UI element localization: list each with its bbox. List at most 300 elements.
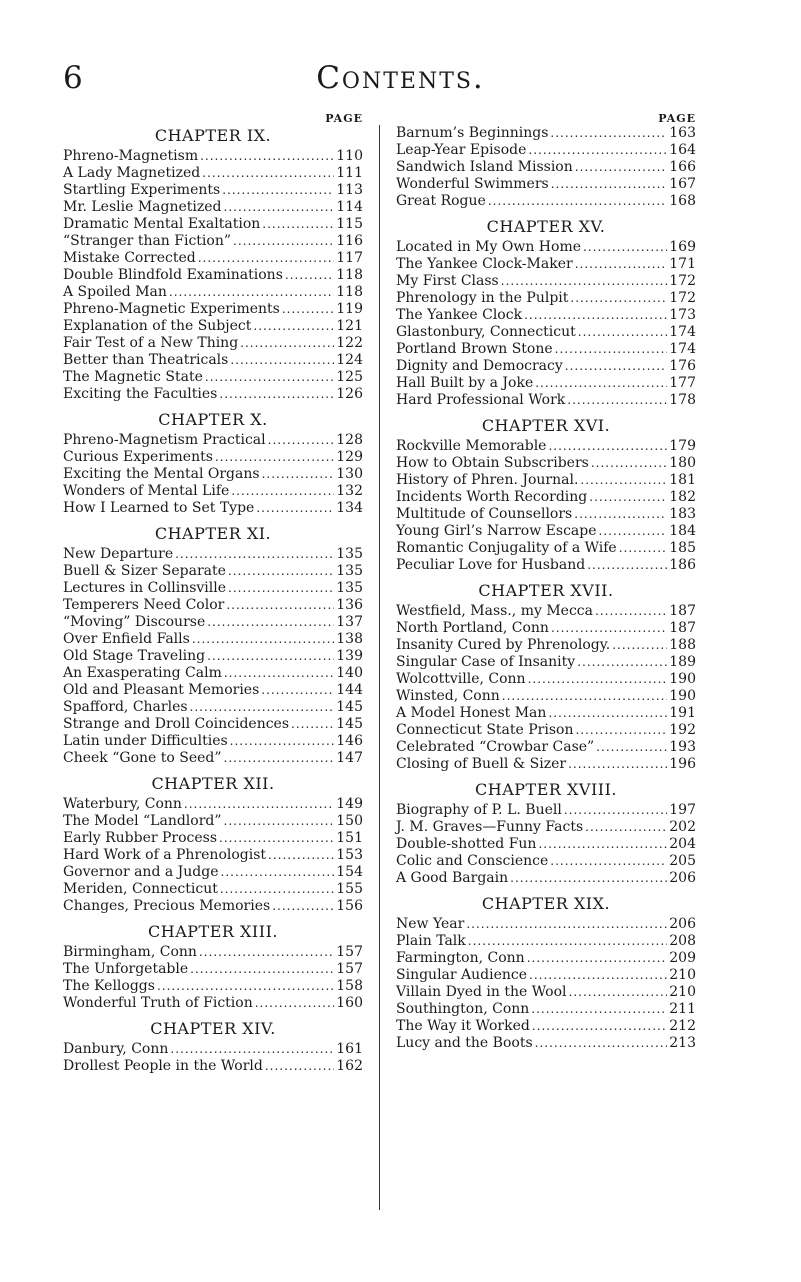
page-number: 6 [63,60,83,96]
entry-title: Leap-Year Episode [396,142,527,158]
toc-entry [396,506,696,523]
toc-entry [396,557,696,574]
entry-page: 197 [669,802,696,818]
toc-entry [396,159,696,176]
entry-page: 151 [336,830,363,846]
toc-entry [63,648,363,665]
dot-leader [175,546,334,563]
toc-entry [63,830,363,847]
entry-title: Winsted, Conn [396,688,500,704]
dot-leader [222,182,334,199]
entry-title: Connecticut State Prison [396,722,574,738]
entry-page: 202 [669,819,696,835]
toc-entry [63,182,363,199]
entry-page: 113 [336,182,363,198]
entry-title: Sandwich Island Mission [396,159,573,175]
dot-leader [256,500,334,517]
toc-entry [63,466,363,483]
toc-entry [396,1001,696,1018]
entry-page: 124 [336,352,363,368]
entry-title: Strange and Droll Coincidences [63,716,290,732]
entry-title: Dignity and Democracy [396,358,563,374]
entry-title: Phrenology in the Pulpit [396,290,569,306]
chapter-heading: CHAPTER XI. [154,524,272,543]
toc-entry [396,324,696,341]
toc-entry [396,603,696,620]
toc-entry [396,984,696,1001]
toc-entry [396,620,696,637]
dot-leader [501,273,668,290]
dot-leader [565,358,668,375]
chapter-heading: CHAPTER XVI. [481,416,611,435]
entry-title: Closing of Buell & Sizer [396,756,567,772]
toc-entry [396,705,696,722]
toc-entry [63,864,363,881]
entry-page: 168 [669,193,696,209]
dot-leader [233,233,334,250]
toc-entry [63,432,363,449]
entry-page: 206 [669,916,696,932]
entry-title: Mistake Corrected [63,250,196,266]
entry-title: New Year [396,916,465,932]
dot-leader [567,392,667,409]
dot-leader [529,967,667,984]
entry-title: A Good Bargain [396,870,509,886]
running-title: Contents. [316,60,485,96]
chapter-heading: CHAPTER XIII. [148,922,278,941]
entry-page: 134 [336,500,363,516]
toc-entry [63,500,363,517]
dot-leader [550,853,667,870]
entry-title: A Lady Magnetized [63,165,201,181]
dot-leader [262,216,334,233]
entry-title: Wonders of Mental Life [63,483,230,499]
dot-leader [583,239,667,256]
toc-left-column [63,112,363,1079]
entry-page: 166 [669,159,696,175]
dot-leader [190,961,334,978]
toc-entry [63,301,363,318]
chapter-heading: CHAPTER XII. [151,774,275,793]
entry-page: 132 [336,483,363,499]
entry-title: Double Blindfold Examinations [63,267,283,283]
dot-leader [268,432,335,449]
toc-entry [63,995,363,1012]
entry-title: Exciting the Faculties [63,386,218,402]
chapter-heading: CHAPTER XVIII. [475,780,617,799]
entry-title: Portland Brown Stone [396,341,553,357]
dot-leader [575,159,668,176]
dot-leader [228,580,334,597]
entry-title: Southington, Conn [396,1001,530,1017]
entry-page: 145 [336,699,363,715]
dot-leader [596,739,667,756]
entry-title: Old Stage Traveling [63,648,206,664]
entry-page: 184 [669,523,696,539]
dot-leader [169,284,334,301]
toc-entry [63,614,363,631]
toc-entry [63,631,363,648]
toc-entry [396,819,696,836]
dot-leader [230,352,334,369]
toc-entry [396,193,696,210]
entry-page: 196 [669,756,696,772]
entry-page: 185 [669,540,696,556]
dot-leader [224,750,335,767]
dot-leader [528,671,668,688]
entry-page: 140 [336,665,363,681]
dot-leader [531,1001,667,1018]
entry-title: Glastonbury, Connecticut [396,324,576,340]
dot-leader [587,557,667,574]
toc-entry [396,802,696,819]
section-gap [396,1052,696,1056]
entry-page: 125 [336,369,363,385]
dot-leader [291,716,334,733]
page-column-label: PAGE [658,112,696,125]
toc-entry [396,1035,696,1052]
dot-leader [224,665,334,682]
chapter-heading: CHAPTER XIV. [150,1019,276,1038]
entry-page: 135 [336,563,363,579]
entry-page: 210 [669,967,696,983]
entry-title: Phreno-Magnetic Experiments [63,301,280,317]
entry-page: 121 [336,318,363,334]
dot-leader [202,165,334,182]
dot-leader [200,148,334,165]
dot-leader [510,870,667,887]
entry-title: Lectures in Collinsville [63,580,227,596]
entry-title: Romantic Conjugality of a Wife [396,540,617,556]
entry-title: Hard Work of a Phrenologist [63,847,267,863]
entry-page: 205 [669,853,696,869]
entry-page: 167 [669,176,696,192]
entry-page: 114 [336,199,363,215]
toc-entry [396,392,696,409]
toc-entry [63,148,363,165]
dot-leader [285,267,334,284]
entry-page: 210 [669,984,696,1000]
toc-entry [63,881,363,898]
toc-entry [396,341,696,358]
entry-title: The Magnetic State [63,369,203,385]
entry-title: Phreno-Magnetism [63,148,199,164]
entry-page: 135 [336,580,363,596]
entry-title: Celebrated “Crowbar Case” [396,739,595,755]
toc-entry [396,853,696,870]
toc-right-column [396,112,696,1056]
entry-title: Fair Test of a New Thing [63,335,239,351]
entry-page: 187 [669,603,696,619]
entry-title: New Departure [63,546,174,562]
dot-leader [192,631,334,648]
entry-page: 160 [336,995,363,1011]
entry-title: The Yankee Clock [396,307,523,323]
entry-title: Villain Dyed in the Wool [396,984,567,1000]
entry-title: The Kelloggs [63,978,155,994]
entry-title: An Exasperating Calm [63,665,222,681]
entry-title: Peculiar Love for Husband [396,557,586,573]
entry-page: 136 [336,597,363,613]
dot-leader [575,722,667,739]
dot-leader [595,603,667,620]
dot-leader [589,489,667,506]
toc-entry [396,239,696,256]
dot-leader [570,290,667,307]
toc-entry [396,375,696,392]
entry-page: 164 [669,142,696,158]
dot-leader [599,523,668,540]
dot-leader [221,864,335,881]
entry-title: The Yankee Clock-Maker [396,256,573,272]
toc-entry [396,688,696,705]
entry-title: Colic and Conscience [396,853,549,869]
entry-title: North Portland, Conn [396,620,549,636]
dot-leader [564,802,667,819]
dot-leader [224,813,335,830]
entry-title: Wonderful Swimmers [396,176,549,192]
entry-title: Spafford, Charles [63,699,188,715]
entry-page: 211 [669,1001,696,1017]
toc-entry [63,216,363,233]
toc-entry [63,483,363,500]
dot-leader [528,142,667,159]
toc-entry [63,813,363,830]
entry-title: Danbury, Conn [63,1041,169,1057]
toc-entry [396,273,696,290]
toc-entry [63,352,363,369]
toc-entry [396,870,696,887]
dot-leader [577,654,667,671]
dot-leader [527,950,668,967]
toc-entry [63,665,363,682]
chapter-heading: CHAPTER X. [158,410,268,429]
entry-page: 150 [336,813,363,829]
toc-entry [396,967,696,984]
entry-page: 183 [669,506,696,522]
entry-page: 162 [336,1058,363,1074]
entry-page: 119 [336,301,363,317]
dot-leader [240,335,334,352]
dot-leader [551,176,668,193]
toc-entry [396,950,696,967]
toc-entry [63,978,363,995]
entry-page: 111 [336,165,363,181]
entry-title: History of Phren. Journal. [396,472,579,488]
entry-title: Explanation of the Subject [63,318,252,334]
dot-leader [550,125,667,142]
toc-entry [396,290,696,307]
chapter-heading: CHAPTER XIX. [481,894,611,913]
toc-entry [396,756,696,773]
toc-entry [63,961,363,978]
dot-leader [585,819,667,836]
entry-page: 212 [669,1018,696,1034]
toc-entry [396,933,696,950]
entry-title: Early Rubber Process [63,830,218,846]
entry-page: 139 [336,648,363,664]
entry-page: 174 [669,341,696,357]
entry-page: 154 [336,864,363,880]
toc-entry [63,250,363,267]
dot-leader [612,637,667,654]
entry-page: 189 [669,654,696,670]
toc-entry [396,256,696,273]
entry-page: 126 [336,386,363,402]
entry-title: Exciting the Mental Organs [63,466,260,482]
dot-leader [580,472,667,489]
entry-title: The Unforgetable [63,961,189,977]
entry-page: 209 [669,950,696,966]
toc-entry [63,199,363,216]
entry-title: Located in My Own Home [396,239,582,255]
entry-title: Plain Talk [396,933,466,949]
dot-leader [488,193,667,210]
entry-title: Hall Built by a Joke [396,375,534,391]
entry-page: 128 [336,432,363,448]
dot-leader [190,699,335,716]
toc-entry [63,546,363,563]
entry-title: “Moving” Discourse [63,614,206,630]
toc-entry [63,386,363,403]
entry-title: Old and Pleasant Memories [63,682,260,698]
entry-title: Dramatic Mental Exaltation [63,216,261,232]
entry-page: 182 [669,489,696,505]
toc-entry [63,1041,363,1058]
toc-entry [63,796,363,813]
page-header [0,52,801,112]
chapter-heading: CHAPTER IX. [154,126,272,145]
entry-page: 181 [669,472,696,488]
dot-leader [184,796,334,813]
dot-leader [282,301,334,318]
entry-page: 172 [669,273,696,289]
entry-page: 129 [336,449,363,465]
dot-leader [574,506,667,523]
entry-page: 190 [669,688,696,704]
page-column-label: PAGE [325,112,363,125]
toc-entry [396,472,696,489]
entry-page: 130 [336,466,363,482]
entry-page: 171 [669,256,696,272]
entry-page: 192 [669,722,696,738]
dot-leader [468,933,668,950]
toc-entry [396,916,696,933]
toc-entry [63,682,363,699]
dot-leader [575,256,668,273]
entry-title: Over Enfield Falls [63,631,190,647]
entry-page: 135 [336,546,363,562]
dot-leader [551,620,667,637]
entry-page: 157 [336,961,363,977]
entry-page: 186 [669,557,696,573]
toc-entry [396,540,696,557]
dot-leader [535,375,667,392]
dot-leader [261,682,334,699]
toc-entry [396,125,696,142]
dot-leader [255,995,335,1012]
entry-title: The Model “Landlord” [63,813,222,829]
entry-title: “Stranger than Fiction” [63,233,232,249]
toc-entry [396,358,696,375]
entry-page: 172 [669,290,696,306]
entry-title: Double-shotted Fun [396,836,537,852]
toc-entry [396,523,696,540]
toc-entry [63,563,363,580]
entry-title: Rockville Memorable [396,438,547,454]
chapter-heading: CHAPTER XVII. [478,581,614,600]
toc-entry [396,739,696,756]
toc-entry [63,898,363,915]
dot-leader [228,563,334,580]
dot-leader [524,307,667,324]
dot-leader [199,944,334,961]
dot-leader [555,341,668,358]
dot-leader [591,455,667,472]
entry-title: Wolcottville, Conn [396,671,526,687]
dot-leader [170,1041,334,1058]
entry-page: 178 [669,392,696,408]
entry-title: Incidents Worth Recording [396,489,588,505]
entry-title: How I Learned to Set Type [63,500,255,516]
toc-entry [396,1018,696,1035]
toc-entry [396,307,696,324]
chapter-heading: CHAPTER XV. [486,217,606,236]
entry-page: 144 [336,682,363,698]
entry-title: Westfield, Mass., my Mecca [396,603,593,619]
entry-page: 179 [669,438,696,454]
entry-title: Multitude of Counsellors [396,506,573,522]
toc-entry [396,176,696,193]
entry-title: A Model Honest Man [396,705,547,721]
toc-entry [63,699,363,716]
entry-page: 147 [336,750,363,766]
dot-leader [253,318,334,335]
entry-title: J. M. Graves—Funny Facts [396,819,584,835]
entry-page: 163 [669,125,696,141]
entry-title: Changes, Precious Memories [63,898,271,914]
entry-page: 157 [336,944,363,960]
entry-page: 118 [336,267,363,283]
entry-title: My First Class [396,273,499,289]
entry-page: 177 [669,375,696,391]
entry-page: 188 [669,637,696,653]
entry-title: Barnum’s Beginnings [396,125,549,141]
entry-title: Meriden, Connecticut [63,881,218,897]
entry-title: Waterbury, Conn [63,796,182,812]
entry-page: 122 [336,335,363,351]
section-gap [63,1075,363,1079]
dot-leader [268,847,334,864]
dot-leader [207,648,334,665]
entry-page: 158 [336,978,363,994]
entry-title: Drollest People in the World [63,1058,263,1074]
entry-page: 176 [669,358,696,374]
entry-title: Latin under Difficulties [63,733,228,749]
entry-page: 153 [336,847,363,863]
entry-title: Cheek “Gone to Seed” [63,750,222,766]
entry-title: Insanity Cured by Phrenology. [396,637,611,653]
toc-entry [63,233,363,250]
dot-leader [230,733,335,750]
dot-leader [207,614,334,631]
toc-entry [63,1058,363,1075]
dot-leader [157,978,334,995]
entry-page: 193 [669,739,696,755]
entry-page: 213 [669,1035,696,1051]
dot-leader [220,881,334,898]
entry-page: 116 [336,233,363,249]
